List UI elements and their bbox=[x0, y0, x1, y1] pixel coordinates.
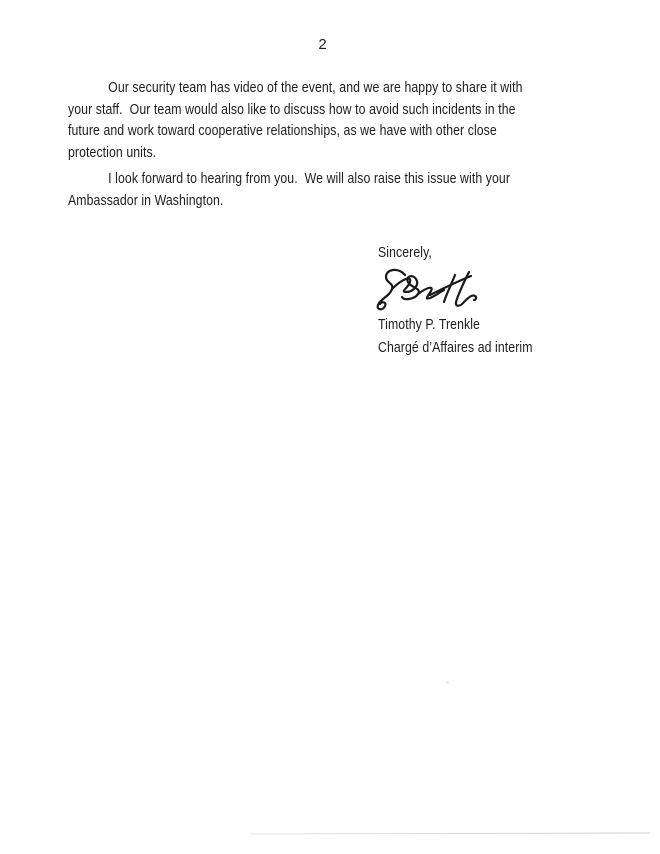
handwritten-signature bbox=[372, 265, 498, 313]
signer-name: Timothy P. Trenkle bbox=[378, 316, 480, 333]
paragraph-line: protection units. bbox=[68, 143, 157, 161]
paragraph-line: future and work toward cooperative relationships, as we have with other close bbox=[68, 122, 497, 139]
paragraph-line: your staff. Our team would also like to discuss how to avoid such incidents in the bbox=[68, 100, 516, 118]
scan-artifact-speck bbox=[446, 681, 449, 684]
paragraph-line: Our security team has video of the event, and we are happy to share it with bbox=[108, 79, 523, 96]
paragraph-security-video bbox=[68, 77, 593, 163]
signature-scrawl-graphic bbox=[372, 265, 498, 313]
closing-salutation bbox=[378, 244, 624, 261]
paragraph-line: Ambassador in Washington. bbox=[68, 191, 224, 209]
salutation-text: Sincerely, bbox=[378, 244, 432, 261]
page-number: 2 bbox=[318, 36, 327, 53]
signer-title: Chargé d’Affaires ad interim bbox=[378, 338, 533, 356]
signer-block bbox=[378, 314, 624, 359]
scan-artifact-page-edge bbox=[250, 832, 650, 834]
paragraph-look-forward bbox=[68, 168, 593, 211]
paragraph-line: I look forward to hearing from you. We will also raise this issue with your bbox=[108, 170, 511, 187]
